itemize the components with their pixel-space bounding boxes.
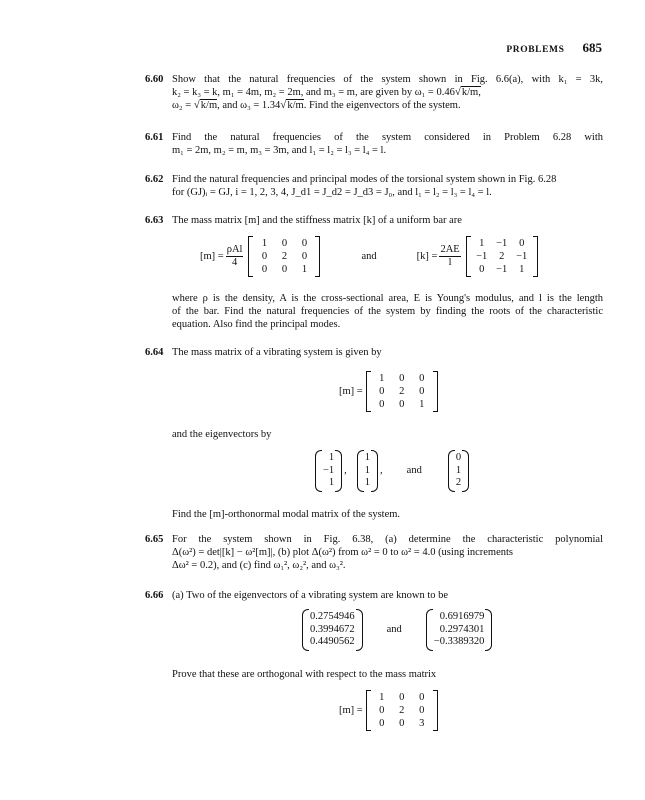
equation-lhs: [m] = (200, 251, 224, 262)
matrix-entry: 1 (364, 464, 371, 476)
problem-6-63-text (172, 292, 603, 332)
fraction: $\frac{2AE}{l}$ (440, 244, 460, 268)
problem-6-62 (145, 173, 603, 199)
vector (302, 609, 363, 651)
equation-mass-matrix (339, 371, 441, 412)
matrix-entry: 0 (261, 251, 268, 262)
conjunction: and (406, 465, 422, 477)
vector (448, 450, 469, 492)
matrix-entry: 0 (301, 251, 308, 262)
problem-6-66 (145, 589, 603, 602)
problem-6-63 (145, 214, 603, 227)
matrix-entry: −1 (516, 251, 528, 262)
matrix-entry: 1 (479, 238, 485, 249)
matrix-entry: 1 (301, 264, 308, 275)
problem-number: 6.60 (145, 74, 164, 85)
problem-6-64 (145, 346, 603, 359)
matrix-entry: 1 (419, 399, 425, 410)
fraction: $\frac{\text{ρAl}}{4}$ (226, 244, 243, 268)
equation-lhs: [m] = (339, 386, 363, 397)
vector (426, 609, 493, 651)
problem-text-line: and the eigenvectors by (172, 429, 272, 440)
equation-lhs: [k] = (416, 251, 438, 262)
matrix-entry: 0 (399, 373, 405, 384)
matrix-entry: 0 (455, 452, 462, 463)
matrix-entry: 0 (281, 238, 288, 249)
matrix-entry: 1 (328, 477, 335, 488)
matrix-entry: 0 (379, 718, 385, 729)
matrix-entry: −1 (496, 264, 508, 275)
problem-6-66-text (172, 668, 603, 681)
matrix-entry: 2 (399, 705, 405, 716)
problem-text-line: Δ(ω²) = det|[k] − ω²[m]|, (b) plot Δ(ω²) from ω² = 0 to ω² = 4.0 (using increments (172, 547, 514, 559)
matrix-entry: 0 (261, 264, 268, 275)
matrix-entry: 0 (419, 705, 425, 716)
problem-number: 6.64 (145, 347, 164, 358)
page-header (506, 40, 602, 56)
problem-text-line: equation. Also find the principal modes. (172, 319, 341, 331)
problem-text-line: Δω² = 0.2), and (c) find ω₁², ω₂², and ω₃². (172, 560, 346, 572)
matrix-entry: 1 (379, 692, 385, 703)
matrix-entry: 1 (328, 452, 335, 463)
matrix-entry: 1 (364, 477, 371, 488)
matrix-entry: −1 (323, 464, 335, 476)
problem-text-line: Show that the natural frequencies of the system shown in Fig. 6.6(a), with k₁ = 3k, (172, 74, 603, 85)
equation-mass-stiffness (200, 236, 541, 277)
matrix-entry: 0 (399, 718, 405, 729)
problem-number: 6.65 (145, 534, 164, 545)
problem-text-line: ω₂ = √k/m, and ω₃ = 1.34√k/m. Find the eigenvectors of the system. (172, 99, 461, 112)
problem-number: 6.66 (145, 590, 164, 601)
conjunction: and (361, 251, 377, 262)
matrix (248, 236, 320, 277)
matrix-entry: 0.2754946 (310, 611, 355, 622)
vector (315, 450, 342, 492)
problem-text-line: of the bar. Find the natural frequencies of the system by finding the roots of the characteristic (172, 306, 603, 318)
matrix-entry: 0 (479, 264, 485, 275)
matrix-entry: −1 (476, 251, 488, 262)
matrix-entry: 1 (379, 373, 385, 384)
matrix-entry: 2 (455, 477, 462, 488)
matrix-entry: 1 (519, 264, 525, 275)
equation-eigenvectors-known (300, 609, 494, 651)
matrix-entry: 0 (419, 386, 425, 397)
problem-text-line: Find the natural frequencies of the system considered in Problem 6.28 with (172, 132, 603, 143)
problem-6-64-text (172, 428, 603, 441)
matrix-entry: 2 (399, 386, 405, 397)
equation-mass-matrix (339, 690, 441, 731)
matrix-entry: 0 (301, 238, 308, 249)
problem-6-60 (145, 73, 603, 113)
problem-text-line: For the system shown in Fig. 6.38, (a) determine the characteristic polynomial (172, 534, 603, 545)
matrix-entry: 2 (499, 251, 505, 262)
problem-text-line: m₁ = 2m, m₂ = m, m₃ = 3m, and l₁ = l₂ = l₃ = l₄ = l. (172, 145, 387, 157)
matrix-entry: 0 (379, 386, 385, 397)
matrix-entry: 0.2974301 (439, 623, 485, 635)
matrix-entry: 0 (419, 373, 425, 384)
problem-number: 6.63 (145, 215, 164, 226)
matrix-entry: 3 (419, 718, 425, 729)
matrix-entry: 0.6916979 (439, 611, 485, 622)
matrix-entry: −1 (496, 238, 508, 249)
matrix (366, 690, 438, 731)
problem-text-line: The mass matrix of a vibrating system is given by (172, 347, 382, 358)
problem-text-line: Prove that these are orthogonal with respect to the mass matrix (172, 669, 437, 680)
problem-number: 6.62 (145, 174, 164, 185)
equation-lhs: [m] = (339, 705, 363, 716)
vector (357, 450, 378, 492)
matrix-entry: 1 (261, 238, 268, 249)
problem-text-line: k₂ = k₃ = k, m₁ = 4m, m₂ = 2m, and m₃ = m, are given by ω₁ = 0.46√k/m, (172, 86, 481, 99)
problem-text-line: (a) Two of the eigenvectors of a vibrating system are known to be (172, 590, 449, 601)
matrix-entry: −0.3389320 (433, 636, 485, 647)
matrix-entry: 1 (364, 452, 371, 463)
problem-text-line: where ρ is the density, A is the cross-sectional area, E is Young's modulus, and l is the length (172, 293, 603, 304)
problem-text-line: Find the [m]-orthonormal modal matrix of the system. (172, 509, 401, 520)
matrix-entry: 0.4490562 (310, 636, 355, 647)
conjunction: and (386, 624, 402, 636)
problem-6-61 (145, 131, 603, 157)
matrix-entry: 0 (281, 264, 288, 275)
problem-text-line: The mass matrix [m] and the stiffness matrix [k] of a uniform bar are (172, 215, 462, 226)
matrix-entry: 0 (519, 238, 525, 249)
problem-number: 6.61 (145, 132, 164, 143)
problem-text-line: for (GJ)ᵢ = GJ, i = 1, 2, 3, 4, J_d1 = J_d2 = J_d3 = J₀, and l₁ = l₂ = l₃ = l₄ = l. (172, 187, 492, 199)
problem-text-line: Find the natural frequencies and principal modes of the torsional system shown in Fig. 6.28 (172, 174, 557, 185)
running-head: PROBLEMS (506, 45, 565, 55)
matrix-entry: 0 (399, 692, 405, 703)
problem-6-64-text (172, 508, 603, 521)
matrix-entry: 2 (281, 251, 288, 262)
problem-6-65 (145, 533, 603, 573)
matrix (466, 236, 538, 277)
matrix (366, 371, 438, 412)
matrix-entry: 1 (455, 464, 462, 476)
matrix-entry: 0 (379, 705, 385, 716)
page-number: 685 (582, 40, 602, 55)
equation-eigenvectors: 1 −1 1 , 1 1 1 , and 0 1 2 (313, 450, 471, 492)
matrix-entry: 0 (419, 692, 425, 703)
matrix-entry: 0.3994672 (310, 623, 355, 635)
matrix-entry: 0 (379, 399, 385, 410)
matrix-entry: 0 (399, 399, 405, 410)
